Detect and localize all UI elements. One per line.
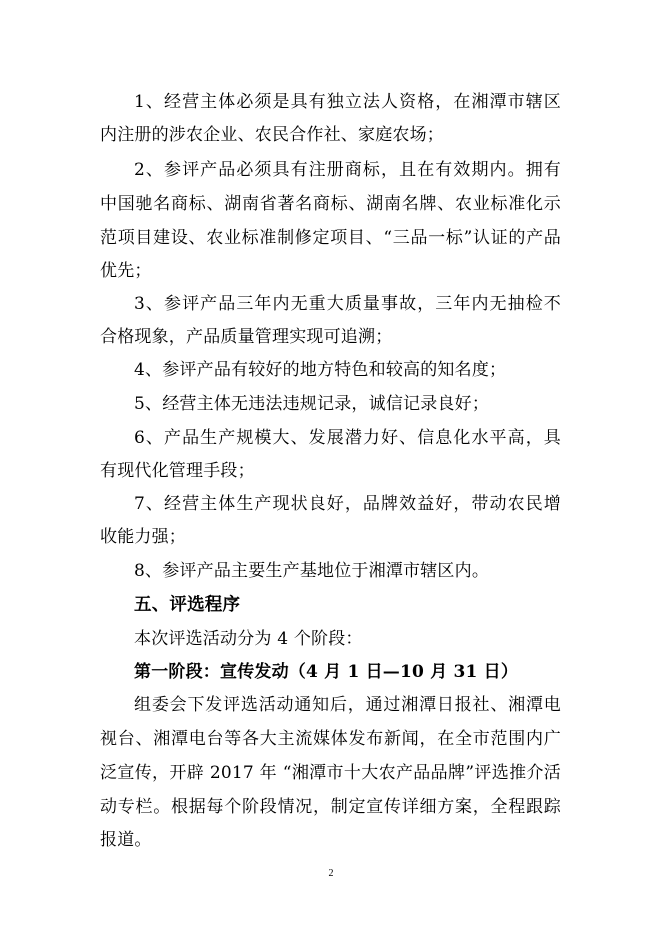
page-number: 2 <box>328 868 334 879</box>
requirement-2-line-4: 优先； <box>100 261 152 281</box>
requirement-1-line-1: 1、经营主体必须是具有独立法人资格，在湘潭市辖区 <box>134 92 561 112</box>
stage-1-paragraph-line-5: 报道。 <box>100 830 152 850</box>
requirement-3-line-2: 合格现象，产品质量管理实现可追溯； <box>100 327 393 347</box>
requirement-6-line-2: 有现代化管理手段； <box>100 461 255 481</box>
requirement-2-line-1: 2、参评产品必须具有注册商标，且在有效期内。拥有 <box>134 160 561 180</box>
stage-intro: 本次评选活动分为 4 个阶段： <box>134 629 363 649</box>
requirement-3-line-1: 3、参评产品三年内无重大质量事故，三年内无抽检不 <box>134 294 561 314</box>
requirement-1-line-2: 内注册的涉农企业、农民合作社、家庭农场； <box>100 125 444 145</box>
stage-1-paragraph-line-1: 组委会下发评选活动通知后，通过湘潭日报社、湘潭电 <box>134 695 561 715</box>
section-heading: 五、评选程序 <box>134 595 241 615</box>
stage-1-paragraph-line-3: 泛宣传，开辟 2017 年 “湘潭市十大农产品品牌”评选推介活 <box>100 763 561 783</box>
requirement-7-line-2: 收能力强； <box>100 527 186 547</box>
requirement-4-line: 4、参评产品有较好的地方特色和较高的知名度； <box>134 360 507 380</box>
requirement-8-line: 8、参评产品主要生产基地位于湘潭市辖区内。 <box>134 561 490 581</box>
stage-1-paragraph-line-2: 视台、湘潭电台等各大主流媒体发布新闻，在全市范围内广 <box>100 729 561 749</box>
requirement-2-line-2: 中国驰名商标、湖南省著名商标、湖南名牌、农业标准化示 <box>100 194 561 214</box>
stage-1-heading: 第一阶段：宣传发动（4 月 1 日—10 月 31 日） <box>134 662 519 682</box>
requirement-2-line-3: 范项目建设、农业标准制修定项目、“三品一标”认证的产品 <box>100 228 561 248</box>
requirement-5-line: 5、经营主体无违法违规记录，诚信记录良好； <box>134 394 490 414</box>
requirement-6-line-1: 6、产品生产规模大、发展潜力好、信息化水平高，具 <box>134 428 561 448</box>
requirement-7-line-1: 7、经营主体生产现状良好，品牌效益好，带动农民增 <box>134 494 561 514</box>
stage-1-paragraph-line-4: 动专栏。根据每个阶段情况，制定宣传详细方案，全程跟踪 <box>100 797 561 817</box>
